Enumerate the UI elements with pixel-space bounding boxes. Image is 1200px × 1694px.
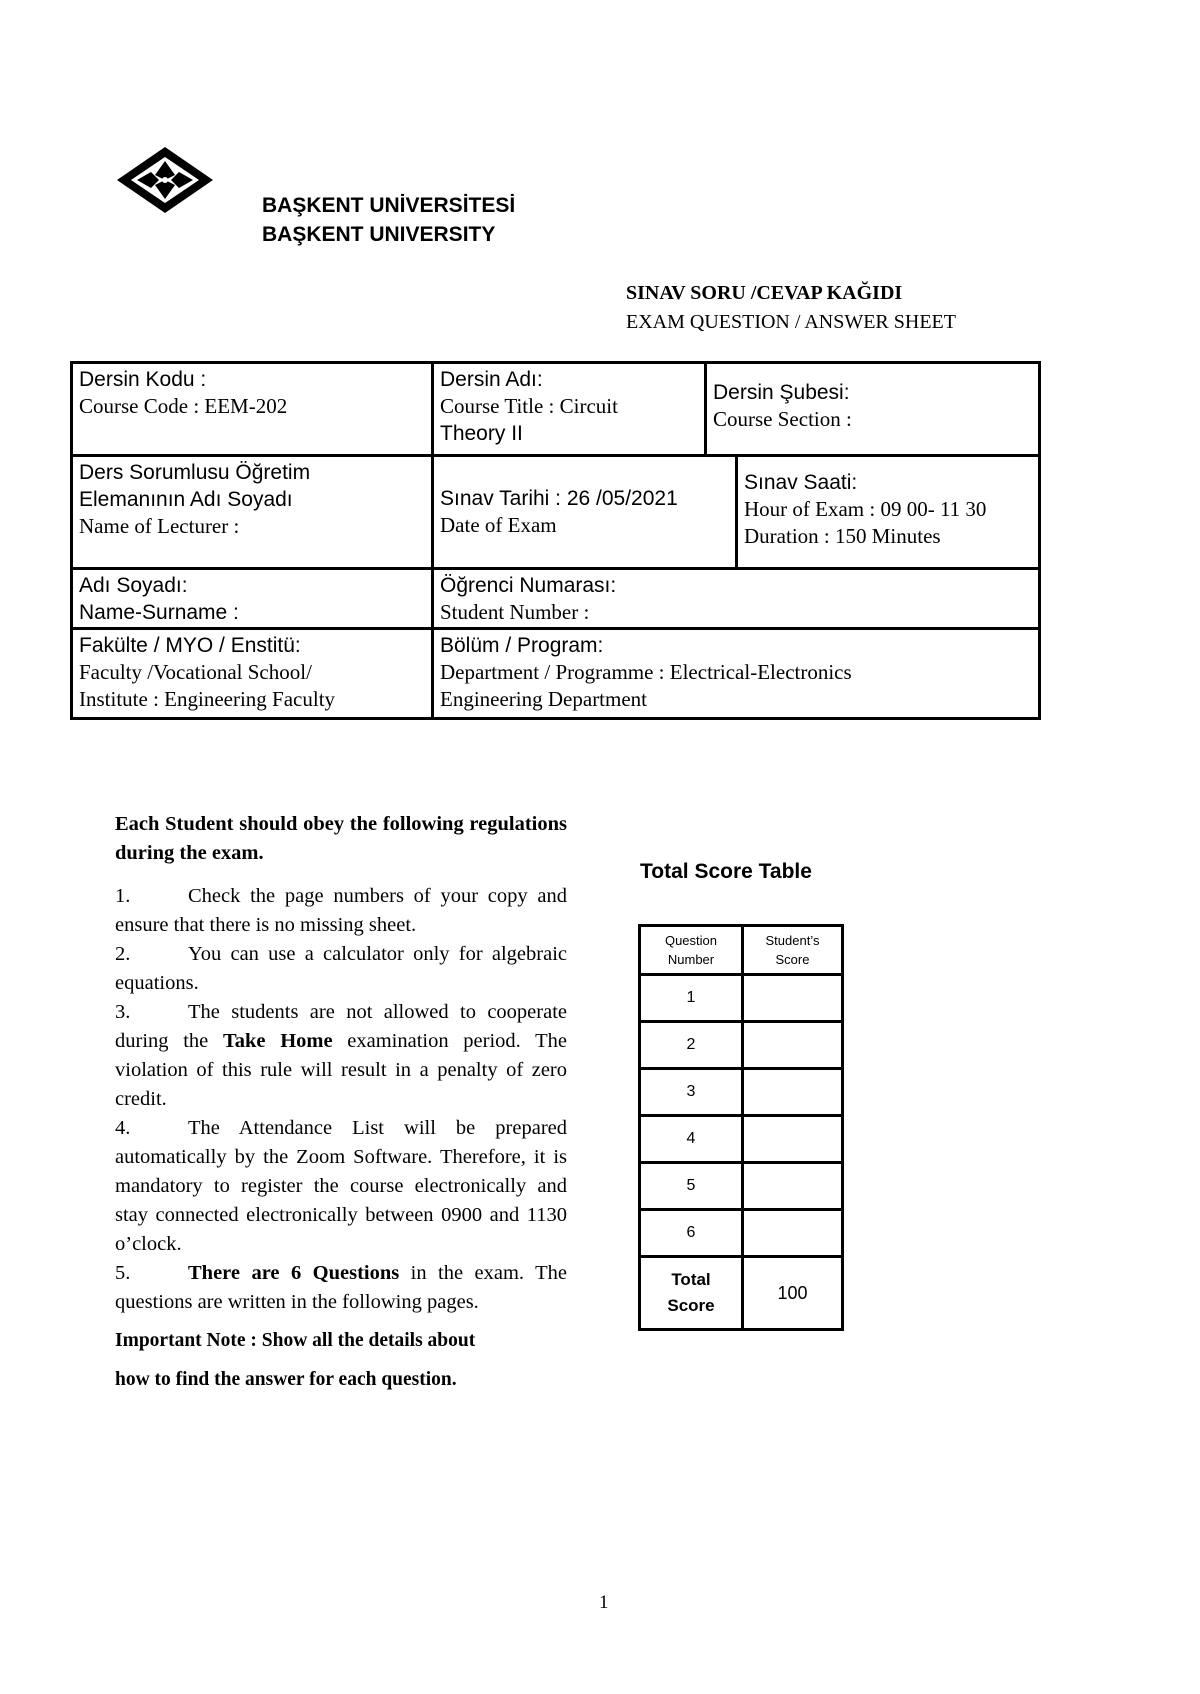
question-number: 6 <box>640 1210 743 1257</box>
rule-text-bold: There are 6 Questions <box>188 1262 400 1284</box>
question-number: 5 <box>640 1163 743 1210</box>
rule-number: 4. <box>115 1117 131 1139</box>
student-name-cell <box>70 567 434 630</box>
important-note-line-2: how to find the answer for each question. <box>115 1369 457 1390</box>
exam-info-table <box>70 361 1041 726</box>
rule-item <box>115 882 567 940</box>
student-number-label-en: Student Number : <box>440 600 590 624</box>
course-title-value: Theory II <box>440 422 523 445</box>
exam-time-en: Hour of Exam : 09 00- 11 30 <box>744 497 987 521</box>
question-number: 3 <box>640 1069 743 1116</box>
exam-rules <box>115 810 567 1399</box>
course-code-cell <box>70 361 434 457</box>
important-note-line-1: Important Note : Show all the details about <box>115 1330 476 1351</box>
rule-item <box>115 940 567 998</box>
table-row <box>640 975 843 1022</box>
faculty-label-en-1: Faculty /Vocational School/ <box>79 660 312 684</box>
total-score-value: 100 <box>743 1257 843 1330</box>
rule-number: 1. <box>115 885 131 907</box>
exam-date-cell <box>431 454 738 570</box>
important-note <box>115 1321 567 1399</box>
exam-date-en: Date of Exam <box>440 513 557 537</box>
faculty-cell <box>70 627 434 720</box>
table-row <box>640 1116 843 1163</box>
score-field[interactable] <box>743 1022 843 1069</box>
column-header-score: Student’s Score <box>743 926 843 975</box>
faculty-label-en-2: Institute : Engineering Faculty <box>79 687 336 711</box>
rule-number: 2. <box>115 943 131 965</box>
exam-time-cell <box>735 454 1041 570</box>
rules-list <box>115 882 567 1317</box>
rule-text: You can use a calculator only for algebraic equations. <box>115 943 567 994</box>
total-score-label: Total Score <box>640 1257 743 1330</box>
course-title-label-en: Course Title : Circuit <box>440 394 618 418</box>
score-field[interactable] <box>743 975 843 1022</box>
student-number-label-tr: Öğrenci Numarası: <box>440 574 617 597</box>
faculty-label-tr: Fakülte / MYO / Enstitü: <box>79 634 301 657</box>
lecturer-label-tr-1: Ders Sorumlusu Öğretim <box>79 461 311 484</box>
department-label-en-1: Department / Programme : Electrical-Electronics <box>440 660 852 684</box>
rule-number: 3. <box>115 1001 131 1023</box>
university-name-tr: BAŞKENT UNİVERSİTESİ <box>262 194 516 217</box>
rule-item <box>115 998 567 1114</box>
department-cell <box>431 627 1041 720</box>
university-name-en: BAŞKENT UNIVERSITY <box>262 223 496 246</box>
rule-text: The students are not allowed to cooperate during the <box>115 1001 567 1052</box>
question-number: 4 <box>640 1116 743 1163</box>
score-field[interactable] <box>743 1163 843 1210</box>
exam-date-tr: Sınav Tarihi : 26 /05/2021 <box>440 487 678 510</box>
university-logo <box>115 145 215 215</box>
rule-text: Check the page numbers of your copy and ensure that there is no missing sheet. <box>115 885 567 936</box>
course-section-label-tr: Dersin Şubesi: <box>713 381 850 404</box>
score-field[interactable] <box>743 1210 843 1257</box>
rule-item <box>115 1259 567 1317</box>
rule-text: in the exam. The questions are written in the following pages. <box>115 1262 568 1313</box>
exam-duration: Duration : 150 Minutes <box>744 524 941 548</box>
student-name-label-tr: Adı Soyadı: <box>79 574 188 597</box>
sheet-title <box>626 279 956 337</box>
lecturer-label-en: Name of Lecturer : <box>79 514 240 538</box>
sheet-title-tr: SINAV SORU /CEVAP KAĞIDI <box>626 282 903 304</box>
table-row <box>640 1022 843 1069</box>
sheet-title-en: EXAM QUESTION / ANSWER SHEET <box>626 311 956 333</box>
score-field[interactable] <box>743 1116 843 1163</box>
student-name-label-en: Name-Surname : <box>79 601 239 624</box>
exam-time-tr: Sınav Saati: <box>744 471 858 494</box>
rule-text-bold: Take Home <box>222 1030 333 1052</box>
table-row <box>640 1210 843 1257</box>
column-header-question: Question Number <box>640 926 743 975</box>
score-table-title: Total Score Table <box>640 860 812 883</box>
table-row <box>640 1163 843 1210</box>
course-title-label-tr: Dersin Adı: <box>440 368 543 391</box>
score-field[interactable] <box>743 1069 843 1116</box>
university-name <box>262 191 515 249</box>
department-label-en-2: Engineering Department <box>440 687 648 711</box>
department-label-tr: Bölüm / Program: <box>440 634 604 657</box>
page-number: 1 <box>599 1592 609 1613</box>
question-number: 1 <box>640 975 743 1022</box>
rule-item <box>115 1114 567 1259</box>
total-row <box>640 1257 843 1330</box>
rule-text: examination period. The violation of this rule will result in a penalty of zero credit. <box>115 1030 567 1110</box>
score-table <box>638 924 844 1337</box>
question-number: 2 <box>640 1022 743 1069</box>
course-section-label-en: Course Section : <box>713 407 852 431</box>
course-code-label-tr: Dersin Kodu : <box>79 368 207 391</box>
lecturer-label-tr-2: Elemanının Adı Soyadı <box>79 488 293 511</box>
course-title-cell <box>431 361 707 457</box>
course-section-cell <box>704 361 1041 457</box>
rule-number: 5. <box>115 1262 131 1284</box>
course-code-label-en: Course Code : EEM-202 <box>79 394 288 418</box>
rule-text: The Attendance List will be prepared automatically by the Zoom Software. Therefore, it is mandatory to register the course electronically and stay connected electronically between 0900 and 1130 o’clock. <box>115 1117 567 1255</box>
lecturer-cell <box>70 454 434 570</box>
rules-heading: Each Student should obey the following regulations during the exam. <box>115 813 567 864</box>
table-row <box>640 1069 843 1116</box>
student-number-cell <box>431 567 1041 630</box>
